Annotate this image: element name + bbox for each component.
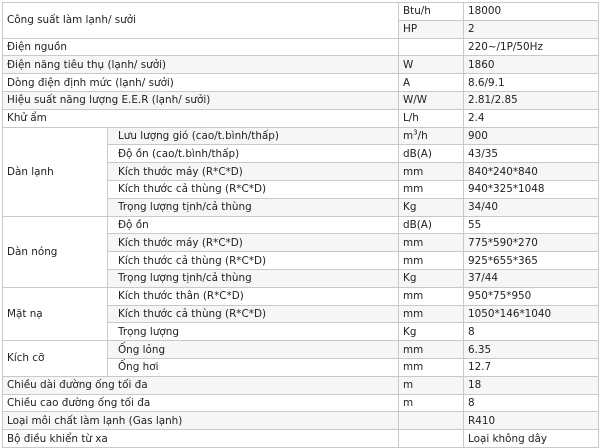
spec-value: 55 xyxy=(464,216,599,234)
spec-unit: Kg xyxy=(399,269,464,287)
spec-label: Kích thước cả thùng (R*C*D) xyxy=(108,180,399,198)
table-row xyxy=(3,38,599,56)
spec-value: 2.81/2.85 xyxy=(464,91,599,109)
spec-unit xyxy=(399,412,464,430)
spec-unit: A xyxy=(399,74,464,92)
spec-value: 1050*146*1040 xyxy=(464,305,599,323)
spec-label: Chiều cao đường ống tối đa xyxy=(3,394,399,412)
spec-label: Điện nguồn xyxy=(3,38,399,56)
spec-value: 18000 xyxy=(464,3,599,21)
spec-unit: Kg xyxy=(399,198,464,216)
table-row xyxy=(3,3,599,21)
table-row xyxy=(3,216,599,234)
group-label: Dàn nóng xyxy=(3,216,108,287)
table-row xyxy=(3,287,599,305)
spec-value: R410 xyxy=(464,412,599,430)
table-row xyxy=(3,127,599,145)
spec-label: Trọng lượng tịnh/cả thùng xyxy=(108,269,399,287)
spec-value: 8.6/9.1 xyxy=(464,74,599,92)
spec-value: 925*655*365 xyxy=(464,252,599,270)
spec-label: Hiệu suất năng lượng E.E.R (lạnh/ sưởi) xyxy=(3,91,399,109)
spec-value: 18 xyxy=(464,376,599,394)
spec-unit: W xyxy=(399,56,464,74)
group-label: Dàn lạnh xyxy=(3,127,108,216)
spec-unit: mm xyxy=(399,287,464,305)
group-label: Kích cỡ xyxy=(3,341,108,377)
spec-value: 6.35 xyxy=(464,341,599,359)
spec-value: 940*325*1048 xyxy=(464,180,599,198)
spec-label: Ống hơi xyxy=(108,358,399,376)
spec-unit: mm xyxy=(399,252,464,270)
spec-label: Kích thước cả thùng (R*C*D) xyxy=(108,252,399,270)
spec-label: Kích thước cả thùng (R*C*D) xyxy=(108,305,399,323)
spec-value: 840*240*840 xyxy=(464,163,599,181)
table-row xyxy=(3,56,599,74)
spec-unit: mm xyxy=(399,234,464,252)
table-row xyxy=(3,430,599,448)
spec-unit xyxy=(399,127,464,145)
table-row xyxy=(3,91,599,109)
spec-value: 8 xyxy=(464,394,599,412)
spec-unit xyxy=(399,38,464,56)
spec-unit: mm xyxy=(399,180,464,198)
unit-rest: /h xyxy=(417,129,428,142)
spec-label: Bộ điều khiển từ xa xyxy=(3,430,399,448)
spec-label: Dòng điện định mức (lạnh/ sưởi) xyxy=(3,74,399,92)
spec-label: Trọng lượng tịnh/cả thùng xyxy=(108,198,399,216)
spec-label: Chiều dài đường ống tối đa xyxy=(3,376,399,394)
spec-value: 2 xyxy=(464,20,599,38)
spec-unit: dB(A) xyxy=(399,145,464,163)
table-row xyxy=(3,412,599,430)
spec-label: Ống lỏng xyxy=(108,341,399,359)
spec-value: 34/40 xyxy=(464,198,599,216)
spec-unit: W/W xyxy=(399,91,464,109)
spec-label: Công suất làm lạnh/ sưởi xyxy=(3,3,399,39)
spec-unit: mm xyxy=(399,358,464,376)
table-row xyxy=(3,394,599,412)
spec-unit: mm xyxy=(399,305,464,323)
spec-label: Kích thước máy (R*C*D) xyxy=(108,163,399,181)
spec-unit: mm xyxy=(399,163,464,181)
spec-unit: Btu/h xyxy=(399,3,464,21)
spec-value: 900 xyxy=(464,127,599,145)
unit-base: m xyxy=(403,129,414,142)
spec-label: Kích thước thân (R*C*D) xyxy=(108,287,399,305)
spec-value: 43/35 xyxy=(464,145,599,163)
spec-value: Loại không dây xyxy=(464,430,599,448)
table-row xyxy=(3,74,599,92)
spec-value: 2.4 xyxy=(464,109,599,127)
spec-value: 1860 xyxy=(464,56,599,74)
spec-label: Trọng lượng xyxy=(108,323,399,341)
table-row xyxy=(3,376,599,394)
spec-value: 12.7 xyxy=(464,358,599,376)
spec-label: Kích thước máy (R*C*D) xyxy=(108,234,399,252)
table-row xyxy=(3,109,599,127)
spec-label: Độ ồn xyxy=(108,216,399,234)
spec-label: Khử ẩm xyxy=(3,109,399,127)
spec-label: Lưu lượng gió (cao/t.bình/thấp) xyxy=(108,127,399,145)
table-row xyxy=(3,341,599,359)
spec-value: 8 xyxy=(464,323,599,341)
spec-value: 950*75*950 xyxy=(464,287,599,305)
spec-unit: Kg xyxy=(399,323,464,341)
spec-table xyxy=(2,2,599,448)
spec-unit: m xyxy=(399,376,464,394)
spec-unit: HP xyxy=(399,20,464,38)
spec-label: Loại môi chất làm lạnh (Gas lạnh) xyxy=(3,412,399,430)
spec-label: Độ ồn (cao/t.bình/thấp) xyxy=(108,145,399,163)
spec-value: 37/44 xyxy=(464,269,599,287)
spec-unit: L/h xyxy=(399,109,464,127)
spec-unit: m xyxy=(399,394,464,412)
spec-value: 775*590*270 xyxy=(464,234,599,252)
group-label: Mặt nạ xyxy=(3,287,108,340)
spec-value: 220~/1P/50Hz xyxy=(464,38,599,56)
spec-unit: mm xyxy=(399,341,464,359)
spec-label: Điện năng tiêu thụ (lạnh/ sưởi) xyxy=(3,56,399,74)
unit-superscript: 3 xyxy=(413,128,418,137)
spec-unit: dB(A) xyxy=(399,216,464,234)
spec-unit xyxy=(399,430,464,448)
